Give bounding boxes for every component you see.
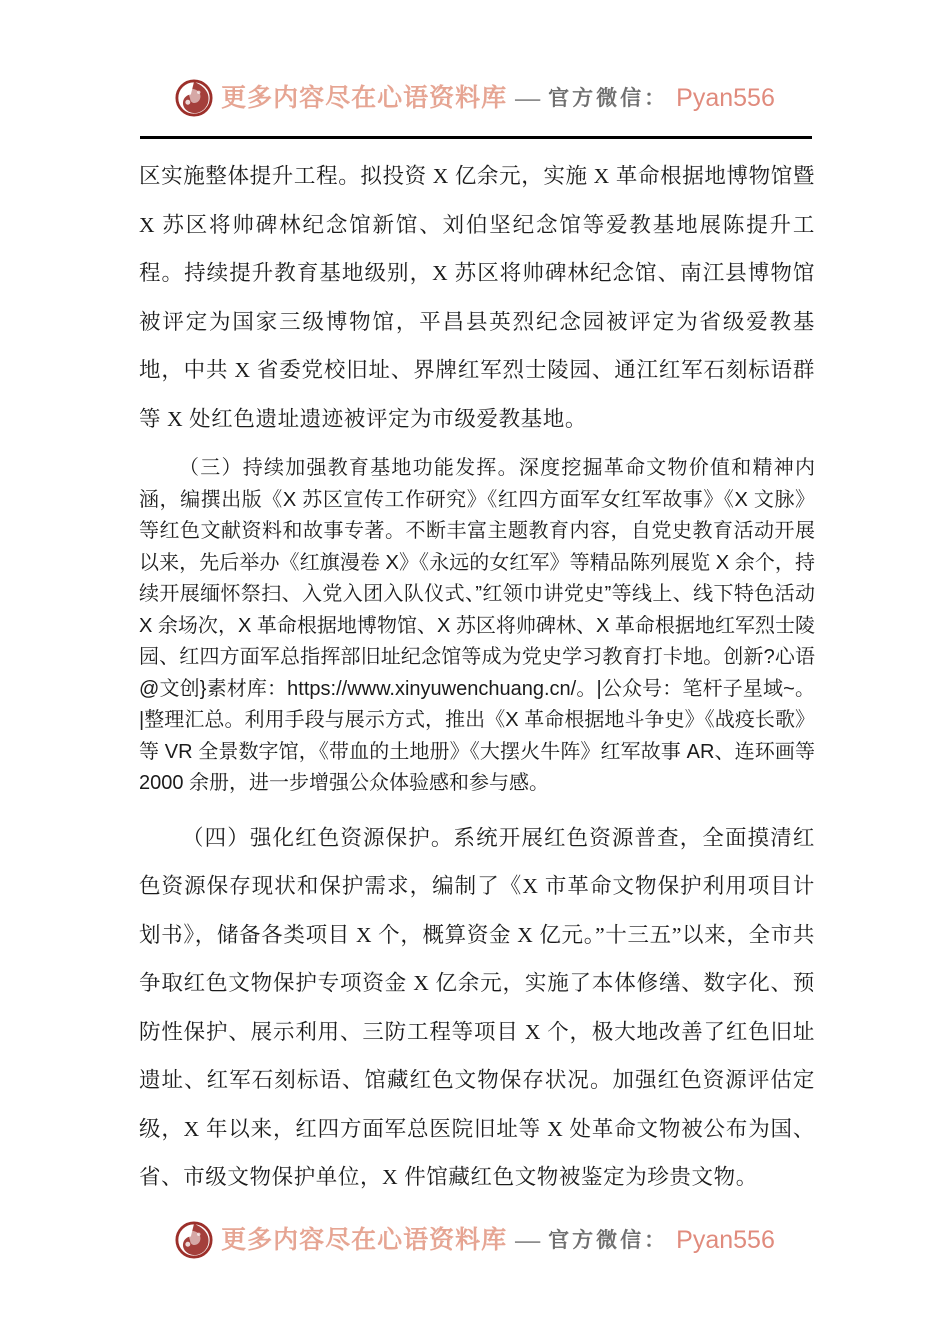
watermark-brand-text: 更多内容尽在心语资料库 bbox=[221, 84, 508, 112]
document-body bbox=[139, 152, 815, 1202]
watermark-header bbox=[0, 74, 950, 122]
header-divider bbox=[140, 136, 812, 139]
paragraph-section-four: （四）强化红色资源保护。系统开展红色资源普查，全面摸清红色资源保存现状和保护需求，编制了《X 市革命文物保护利用项目计划书》，储备各类项目 X 个，概算资金 X 亿元。”十三五”以来，全市共争取红色文物保护专项资金 X 亿余元，实施了本体修缮、数字化、预防性保护、展示利用、三防工程等项目 X 个，极大地改善了红色旧址遗址、红军石刻标语、馆藏红色文物保存状况。加强红色资源评估定级，X 年以来，红四方面军总医院旧址等 X 处革命文物被公布为国、省、市级文物保护单位，X 件馆藏红色文物被鉴定为珍贵文物。 bbox=[139, 825, 815, 1189]
xinyu-swirl-logo-icon bbox=[175, 79, 213, 117]
paragraph-section-three: （三）持续加强教育基地功能发挥。深度挖掘革命文物价值和精神内涵，编撰出版《X 苏区宣传工作研究》《红四方面军女红军故事》《X 文脉》等红色文献资料和故事专著。不断丰富主题教育内容，自党史教育活动开展以来，先后举办《红旗漫卷 X》《永远的女红军》等精品陈列展览 X 余个，持续开展缅怀祭扫、入党入团入队仪式、”红领巾讲党史”等线上、线下特色活动 X 余场次，X 革命根据地博物馆、X 苏区将帅碑林、X 革命根据地红军烈士陵园、红四方面军总指挥部旧址纪念馆等成为党史学习教育打卡地。创新?心语@文创}素材库：https://www.xinyuwenchuang.cn/。|公众号：笔杆子星域~。|整理汇总。利用手段与展示方式，推出《X 革命根据地斗争史》《战疫长歌》等 VR 全景数字馆，《带血的土地册》《大摆火牛阵》红军故事 AR、连环画等 2000 余册，进一步增强公众体验感和参与感。 bbox=[139, 457, 815, 794]
watermark-footer bbox=[0, 1216, 950, 1264]
watermark-dash: — bbox=[515, 84, 541, 112]
watermark-wechat-label: 官方微信： bbox=[548, 85, 669, 110]
paragraph-continuation: 区实施整体提升工程。拟投资 X 亿余元，实施 X 革命根据地博物馆暨 X 苏区将帅碑林纪念馆新馆、刘伯坚纪念馆等爱教基地展陈提升工程。持续提升教育基地级别，X 苏区将帅碑林纪念馆、南江县博物馆被评定为国家三级博物馆，平昌县英烈纪念园被评定为省级爱教基地，中共 X 省委党校旧址、界牌红军烈士陵园、通江红军石刻标语群等 X 处红色遗址遗迹被评定为市级爱教基地。 bbox=[139, 164, 815, 431]
watermark-content bbox=[175, 79, 775, 117]
paragraph-spacer bbox=[139, 800, 815, 814]
watermark-wechat-handle: Pyan556 bbox=[676, 1225, 775, 1254]
watermark-wechat-label: 官方微信： bbox=[548, 1227, 669, 1252]
paragraph-spacer bbox=[139, 443, 815, 453]
watermark-wechat-handle: Pyan556 bbox=[676, 83, 775, 112]
watermark-dash: — bbox=[515, 1226, 541, 1254]
watermark-content bbox=[175, 1221, 775, 1259]
watermark-brand-text: 更多内容尽在心语资料库 bbox=[221, 1226, 508, 1254]
xinyu-swirl-logo-icon bbox=[175, 1221, 213, 1259]
